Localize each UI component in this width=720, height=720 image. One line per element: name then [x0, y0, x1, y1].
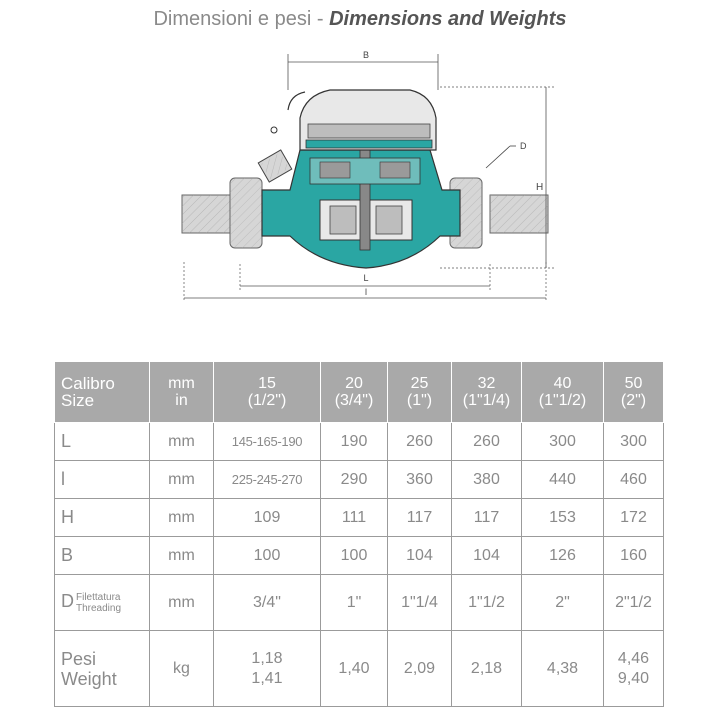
header-col-50: 50 (2") [604, 362, 664, 423]
side-valve [258, 127, 292, 182]
title-italian: Dimensioni e pesi - [153, 8, 330, 30]
header-col-32: 32 (1"1/4) [452, 362, 522, 423]
table-row-d: D Filettatura Threading mm 3/4" 1" 1"1/4 1"1/2 2" 2"1/2 [55, 575, 664, 631]
dimension-b [288, 50, 438, 90]
header-col-20: 20 (3/4") [321, 362, 388, 423]
row-d-label: D Filettatura Threading [55, 575, 150, 631]
label-d: D [520, 141, 527, 151]
header-col-15: 15 (1/2") [214, 362, 321, 423]
dimensions-table [54, 361, 664, 707]
table-row-weight: Pesi Weight kg 1,18 1,41 1,40 2,09 2,18 4,38 4,46 9,40 [55, 631, 664, 707]
header-unit: mm in [150, 362, 214, 423]
water-meter-diagram [170, 40, 560, 310]
meter-cap [288, 90, 436, 150]
title-english: Dimensions and Weights [329, 8, 567, 30]
header-col-40: 40 (1"1/2) [522, 362, 604, 423]
table-row-l-upper: L mm 145-165-190 190 260 260 300 300 [55, 423, 664, 461]
label-small-l: l [365, 287, 367, 297]
label-big-l: L [363, 273, 369, 283]
dimension-d [486, 141, 527, 168]
left-thread [182, 178, 262, 248]
right-thread [450, 178, 548, 248]
table-header-row [55, 362, 664, 423]
row-weight-label: Pesi Weight [55, 631, 150, 707]
table-row-b: B mm 100 100 104 104 126 160 [55, 537, 664, 575]
page-title [0, 8, 720, 31]
meter-body [262, 140, 460, 268]
label-h: H [536, 182, 544, 193]
header-col-25: 25 (1") [388, 362, 452, 423]
table-row-h: H mm 109 111 117 117 153 172 [55, 499, 664, 537]
label-b: B [362, 50, 370, 60]
header-size: Calibro Size [55, 362, 150, 423]
table-row-l-lower: l mm 225-245-270 290 360 380 440 460 [55, 461, 664, 499]
